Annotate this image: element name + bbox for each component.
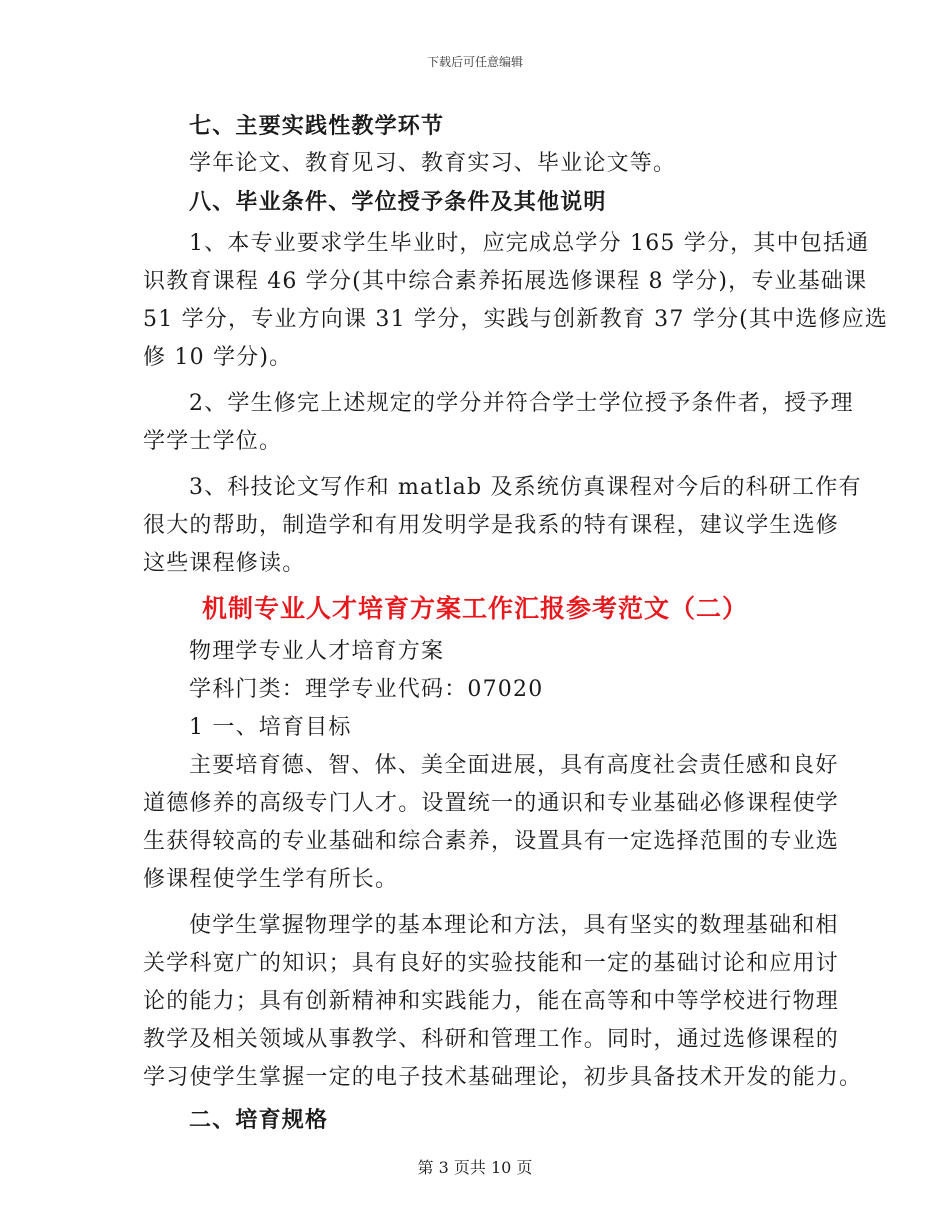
paragraph-line: 1、本专业要求学生毕业时，应完成总学分 165 学分，其中包括通	[189, 231, 870, 256]
paragraph-line: 学习使学生掌握一定的电子技术基础理论，初步具备技术开发的能力。	[143, 1065, 863, 1090]
goal-paragraph-2	[143, 907, 863, 1097]
paragraph-line: 论的能力；具有创新精神和实践能力，能在高等和中等学校进行物理	[143, 989, 840, 1014]
paragraph-line: 很大的帮助，制造学和有用发明学是我系的特有课程，建议学生选修	[143, 513, 840, 538]
paragraph-line: 识教育课程 46 学分(其中综合素养拓展选修课程 8 学分)，专业基础课	[143, 269, 868, 294]
document-page	[143, 107, 889, 1139]
section-heading-7: 七、主要实践性教学环节	[189, 113, 445, 139]
paragraph-line: 这些课程修读。	[143, 551, 306, 576]
paragraph-line: 修课程使学生学有所长。	[143, 867, 399, 892]
document-title: 机制专业人才培育方案工作汇报参考范文（二）	[201, 594, 748, 623]
goal-paragraph-1	[143, 747, 840, 899]
paragraph-line: 主要培育德、智、体、美全面进展，具有高度社会责任感和良好	[189, 753, 839, 778]
section-heading-2: 二、培育规格	[189, 1107, 329, 1133]
paragraph-line: 51 学分，专业方向课 31 学分，实践与创新教育 37 学分(其中选修应选	[143, 307, 889, 332]
paragraph-line: 道德修养的高级专门人才。设置统一的通识和专业基础必修课程使学	[143, 791, 840, 816]
page-footer-number: 第 3 页共 10 页	[417, 1158, 533, 1177]
graduation-item-3	[143, 469, 862, 583]
page-header-note: 下载后可任意编辑	[426, 55, 523, 69]
paragraph-line: 使学生掌握物理学的基本理论和方法，具有坚实的数理基础和相	[189, 913, 839, 938]
section-heading-8: 八、毕业条件、学位授予条件及其他说明	[189, 189, 607, 215]
paragraph-line: 关学科宽广的知识；具有良好的实验技能和一定的基础讨论和应用讨	[143, 951, 840, 976]
section-7-body: 学年论文、教育见习、教育实习、毕业论文等。	[189, 151, 677, 176]
paragraph-line: 生获得较高的专业基础和综合素养，设置具有一定选择范围的专业选	[143, 829, 840, 854]
paragraph-line: 学学士学位。	[143, 429, 283, 454]
paragraph-line: 修 10 学分)。	[143, 345, 293, 370]
paragraph-line: 教学及相关领域从事教学、科研和管理工作。同时，通过选修课程的	[143, 1027, 840, 1052]
discipline-category: 学科门类：理学专业代码：07020	[189, 677, 544, 702]
paragraph-line: 3、科技论文写作和 matlab 及系统仿真课程对今后的科研工作有	[189, 475, 862, 500]
goal-heading: 1 一、培育目标	[189, 715, 352, 740]
program-name: 物理学专业人才培育方案	[189, 639, 445, 664]
paragraph-line: 2、学生修完上述规定的学分并符合学士学位授予条件者，授予理	[189, 391, 854, 416]
graduation-item-1	[143, 225, 889, 377]
graduation-item-2	[143, 385, 854, 461]
